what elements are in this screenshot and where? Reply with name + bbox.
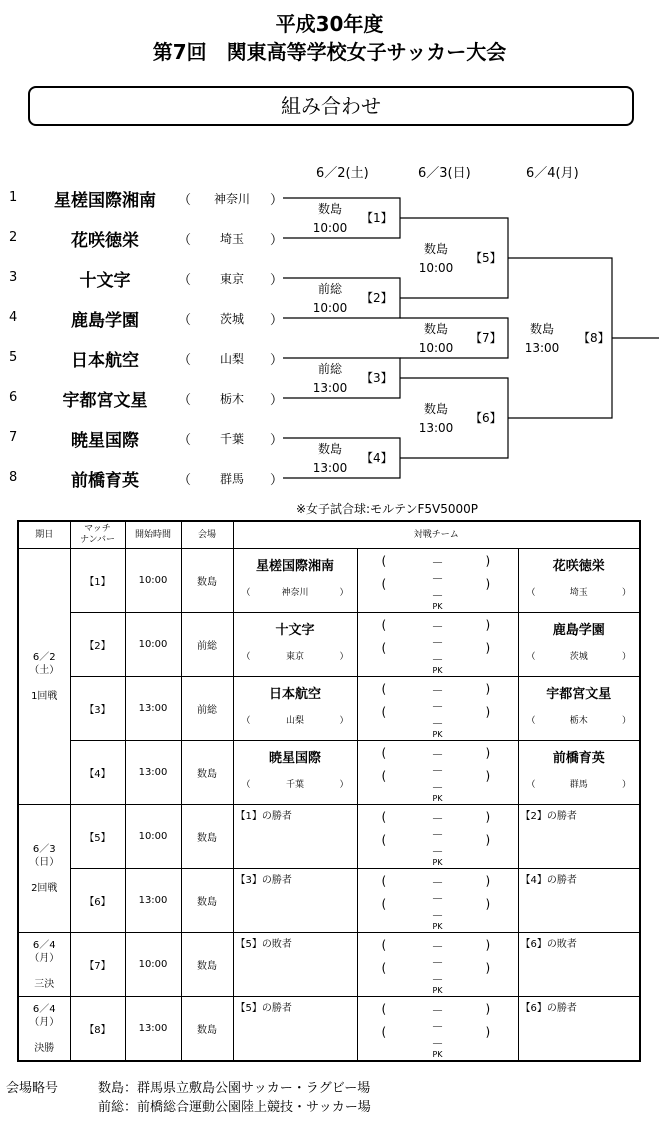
score-dash: － — [431, 620, 444, 634]
bracket-m5-time: 10:00 — [418, 261, 454, 275]
advancing-team-label: 【1】の勝者 — [235, 811, 292, 822]
venue-key-line: 数島：群馬県立敷島公園サッカー・ラグビー場 — [98, 1081, 371, 1096]
right-team-cell — [518, 869, 640, 933]
paren-open: （ — [178, 273, 192, 288]
score-dash: － — [431, 700, 444, 714]
day-group-cell: 6／4 （月） 決勝 — [18, 997, 70, 1062]
header-date: 期日 — [18, 521, 70, 549]
team-name: 花咲徳栄 — [552, 559, 605, 574]
team-name: 花咲徳栄 — [71, 231, 139, 251]
team-name: 暁星国際 — [268, 751, 321, 766]
table-row — [18, 677, 640, 741]
team-seed-number: 6 — [9, 390, 18, 405]
day-group-cell: 6／3 （日） 2回戦 — [18, 805, 70, 933]
team-name: 前橋育英 — [71, 471, 139, 491]
start-time-cell: 13:00 — [125, 869, 181, 933]
paren-close: ） — [270, 353, 284, 368]
paren-close: ） — [270, 233, 284, 248]
header-match: マッチ ナンバー — [70, 521, 125, 549]
paren-open: （ — [241, 780, 251, 790]
score-paren-open: ( — [381, 641, 387, 655]
paren-close: ） — [622, 588, 632, 598]
start-time-cell: 10:00 — [125, 613, 181, 677]
score-dash: － — [431, 589, 444, 603]
advancing-team-label: 【4】の勝者 — [520, 875, 577, 886]
paren-close: ） — [339, 780, 349, 790]
right-team-cell — [518, 933, 640, 997]
bracket-m4-time: 13:00 — [312, 461, 348, 475]
score-cell — [357, 677, 518, 741]
pk-label: PK — [432, 986, 443, 995]
start-time-cell: 13:00 — [125, 741, 181, 805]
bracket-m8-tag: 【8】 — [578, 331, 610, 345]
bracket-m4-venue: 数島 — [317, 442, 342, 456]
score-paren-close: ) — [485, 961, 491, 975]
day-group-cell: 6／4 （月） 三決 — [18, 933, 70, 997]
score-dash: － — [431, 1004, 444, 1018]
score-dash: － — [431, 956, 444, 970]
venue-cell: 数島 — [181, 805, 233, 869]
paren-open: （ — [178, 433, 192, 448]
right-team-cell — [518, 549, 640, 613]
paren-close: ） — [622, 652, 632, 662]
pk-label: PK — [432, 922, 443, 931]
score-cell — [357, 613, 518, 677]
score-paren-close: ) — [485, 1002, 491, 1016]
score-paren-open: ( — [381, 705, 387, 719]
score-paren-close: ) — [485, 641, 491, 655]
pk-label: PK — [432, 794, 443, 803]
venue-cell: 数島 — [181, 933, 233, 997]
match-ball-note: ※女子試合球:モルテンF5V5000P — [296, 502, 479, 516]
table-row — [18, 869, 640, 933]
score-dash: － — [431, 556, 444, 570]
score-paren-open: ( — [381, 618, 387, 632]
table-row — [18, 741, 640, 805]
header-teams: 対戦チーム — [233, 521, 640, 549]
score-paren-close: ) — [485, 897, 491, 911]
paren-open: （ — [178, 473, 192, 488]
advancing-team-label: 【3】の勝者 — [235, 875, 292, 886]
team-name: 星槎国際湘南 — [255, 559, 334, 574]
score-dash: － — [431, 892, 444, 906]
team-prefecture: 埼玉 — [219, 232, 244, 246]
team-prefecture: 東京 — [219, 272, 244, 286]
score-paren-open: ( — [381, 577, 387, 591]
bracket-m2-time: 10:00 — [312, 301, 348, 315]
left-team-cell — [233, 677, 357, 741]
venue-key-label: 会場略号 — [6, 1081, 59, 1096]
start-time-cell: 13:00 — [125, 997, 181, 1062]
bracket-m6-time: 13:00 — [418, 421, 454, 435]
header-time: 開始時間 — [125, 521, 181, 549]
bracket-m7-venue: 数島 — [423, 322, 448, 336]
team-prefecture: 栃木 — [569, 716, 588, 726]
start-time-cell: 10:00 — [125, 805, 181, 869]
venue-cell: 数島 — [181, 869, 233, 933]
advancing-team-label: 【6】の勝者 — [520, 1003, 577, 1014]
venue-key-line: 前総：前橋総合運動公園陸上競技・サッカー場 — [98, 1100, 371, 1115]
score-dash: － — [431, 717, 444, 731]
score-cell — [357, 997, 518, 1062]
score-dash: － — [431, 909, 444, 923]
team-prefecture: 山梨 — [219, 352, 244, 366]
score-dash: － — [431, 572, 444, 586]
team-seed-number: 1 — [9, 190, 18, 205]
bracket-m8-venue: 数島 — [529, 322, 554, 336]
schedule-table — [17, 520, 641, 1062]
paren-open: （ — [178, 393, 192, 408]
paren-close: ） — [622, 716, 632, 726]
team-seed-number: 8 — [9, 470, 18, 485]
team-prefecture: 神奈川 — [213, 192, 250, 206]
match-number-cell: 【8】 — [70, 997, 125, 1062]
paren-close: ） — [270, 313, 284, 328]
team-prefecture: 栃木 — [219, 392, 244, 406]
score-paren-open: ( — [381, 554, 387, 568]
score-dash: － — [431, 1037, 444, 1051]
table-header-row — [18, 521, 640, 549]
score-paren-open: ( — [381, 1025, 387, 1039]
team-seed-number: 7 — [9, 430, 18, 445]
score-dash: － — [431, 684, 444, 698]
team-name: 十文字 — [79, 271, 131, 291]
match-number-cell: 【3】 — [70, 677, 125, 741]
right-team-cell — [518, 805, 640, 869]
start-time-cell: 13:00 — [125, 677, 181, 741]
score-dash: － — [431, 876, 444, 890]
score-paren-close: ) — [485, 554, 491, 568]
team-prefecture: 群馬 — [569, 780, 588, 790]
bracket-m1-time: 10:00 — [312, 221, 348, 235]
score-paren-open: ( — [381, 874, 387, 888]
score-dash: － — [431, 748, 444, 762]
start-time-cell: 10:00 — [125, 933, 181, 997]
score-dash: － — [431, 764, 444, 778]
score-dash: － — [431, 828, 444, 842]
bracket-m8-time: 13:00 — [524, 341, 560, 355]
score-cell — [357, 805, 518, 869]
paren-open: （ — [241, 716, 251, 726]
score-paren-close: ) — [485, 577, 491, 591]
team-prefecture: 神奈川 — [281, 588, 309, 598]
bracket-m2-tag: 【2】 — [361, 291, 393, 305]
left-team-cell — [233, 805, 357, 869]
bracket-m1-venue: 数島 — [317, 202, 342, 216]
paren-open: （ — [178, 353, 192, 368]
table-row — [18, 933, 640, 997]
pk-label: PK — [432, 1050, 443, 1059]
paren-open: （ — [526, 652, 536, 662]
team-prefecture: 山梨 — [285, 716, 304, 726]
match-number-cell: 【1】 — [70, 549, 125, 613]
bracket-m4-tag: 【4】 — [361, 451, 393, 465]
team-name: 宇都宮文星 — [546, 687, 612, 702]
match-number-cell: 【2】 — [70, 613, 125, 677]
score-paren-open: ( — [381, 682, 387, 696]
score-dash: － — [431, 636, 444, 650]
date-day1: 6／2(土) — [316, 166, 369, 181]
score-paren-open: ( — [381, 938, 387, 952]
right-team-cell — [518, 741, 640, 805]
score-cell — [357, 869, 518, 933]
advancing-team-label: 【2】の勝者 — [520, 811, 577, 822]
left-team-cell — [233, 869, 357, 933]
team-prefecture: 東京 — [285, 652, 304, 662]
advancing-team-label: 【6】の敗者 — [520, 939, 577, 950]
paren-close: ） — [270, 273, 284, 288]
bracket-m1-tag: 【1】 — [361, 211, 393, 225]
pk-label: PK — [432, 858, 443, 867]
bracket-m6-venue: 数島 — [423, 402, 448, 416]
team-prefecture: 茨城 — [219, 312, 244, 326]
bracket-m6-tag: 【6】 — [470, 411, 502, 425]
score-paren-close: ) — [485, 810, 491, 824]
paren-open: （ — [241, 588, 251, 598]
team-prefecture: 埼玉 — [569, 588, 588, 598]
team-prefecture: 茨城 — [569, 652, 588, 662]
score-dash: － — [431, 1020, 444, 1034]
score-paren-open: ( — [381, 833, 387, 847]
bracket-m5-tag: 【5】 — [470, 251, 502, 265]
paren-close: ） — [339, 716, 349, 726]
score-paren-open: ( — [381, 769, 387, 783]
start-time-cell: 10:00 — [125, 549, 181, 613]
score-paren-close: ) — [485, 705, 491, 719]
paren-close: ） — [270, 193, 284, 208]
bracket-m3-time: 13:00 — [312, 381, 348, 395]
score-dash: － — [431, 781, 444, 795]
score-dash: － — [431, 845, 444, 859]
score-paren-open: ( — [381, 810, 387, 824]
paren-open: （ — [241, 652, 251, 662]
date-day3: 6／4(月) — [526, 166, 579, 181]
score-dash: － — [431, 940, 444, 954]
left-team-cell — [233, 549, 357, 613]
venue-cell: 数島 — [181, 997, 233, 1062]
match-number-cell: 【4】 — [70, 741, 125, 805]
score-paren-close: ) — [485, 682, 491, 696]
paren-close: ） — [270, 433, 284, 448]
score-cell — [357, 933, 518, 997]
bracket-lines — [0, 0, 659, 500]
match-number-cell: 【6】 — [70, 869, 125, 933]
score-paren-close: ) — [485, 833, 491, 847]
venue-cell: 前総 — [181, 677, 233, 741]
paren-close: ） — [270, 473, 284, 488]
team-seed-number: 4 — [9, 310, 18, 325]
team-name: 暁星国際 — [71, 431, 139, 451]
day-group-cell: 6／2 （土） 1回戦 — [18, 549, 70, 805]
bracket-m3-tag: 【3】 — [361, 371, 393, 385]
team-name: 十文字 — [275, 623, 315, 638]
bracket-m7-tag: 【7】 — [470, 331, 502, 345]
score-paren-close: ) — [485, 618, 491, 632]
bracket-m2-venue: 前総 — [317, 282, 342, 296]
team-name: 日本航空 — [268, 687, 321, 702]
team-name: 前橋育英 — [552, 751, 605, 766]
right-team-cell — [518, 677, 640, 741]
left-team-cell — [233, 741, 357, 805]
score-paren-close: ) — [485, 938, 491, 952]
score-dash: － — [431, 653, 444, 667]
team-seed-number: 3 — [9, 270, 18, 285]
bracket-m3-venue: 前総 — [317, 362, 342, 376]
paren-open: （ — [178, 193, 192, 208]
advancing-team-label: 【5】の勝者 — [235, 1003, 292, 1014]
team-prefecture: 群馬 — [219, 472, 244, 486]
team-prefecture: 千葉 — [285, 780, 304, 790]
score-paren-open: ( — [381, 746, 387, 760]
table-row — [18, 549, 640, 613]
advancing-team-label: 【5】の敗者 — [235, 939, 292, 950]
score-paren-close: ) — [485, 746, 491, 760]
paren-open: （ — [526, 716, 536, 726]
score-cell — [357, 549, 518, 613]
venue-cell: 前総 — [181, 613, 233, 677]
right-team-cell — [518, 613, 640, 677]
paren-open: （ — [526, 588, 536, 598]
date-day2: 6／3(日) — [418, 166, 471, 181]
team-name: 星槎国際湘南 — [54, 191, 156, 211]
pk-label: PK — [432, 666, 443, 675]
team-name: 鹿島学園 — [552, 623, 605, 638]
page-banner: 組み合わせ — [28, 86, 634, 126]
event-title: 第7回 関東高等学校女子サッカー大会 — [152, 40, 507, 64]
score-paren-close: ) — [485, 769, 491, 783]
match-number-cell: 【5】 — [70, 805, 125, 869]
team-seed-number: 2 — [9, 230, 18, 245]
table-row — [18, 613, 640, 677]
paren-open: （ — [526, 780, 536, 790]
score-paren-close: ) — [485, 874, 491, 888]
score-paren-open: ( — [381, 1002, 387, 1016]
table-row — [18, 805, 640, 869]
header-venue: 会場 — [181, 521, 233, 549]
paren-close: ） — [339, 588, 349, 598]
score-cell — [357, 741, 518, 805]
bracket-m5-venue: 数島 — [423, 242, 448, 256]
paren-close: ） — [270, 393, 284, 408]
score-paren-open: ( — [381, 961, 387, 975]
table-row — [18, 997, 640, 1062]
team-seed-number: 5 — [9, 350, 18, 365]
pk-label: PK — [432, 602, 443, 611]
paren-close: ） — [622, 780, 632, 790]
left-team-cell — [233, 613, 357, 677]
team-prefecture: 千葉 — [219, 432, 244, 446]
team-name: 鹿島学園 — [71, 311, 139, 331]
bracket-m7-time: 10:00 — [418, 341, 454, 355]
event-year: 平成30年度 — [275, 12, 384, 36]
score-dash: － — [431, 973, 444, 987]
match-number-cell: 【7】 — [70, 933, 125, 997]
team-name: 日本航空 — [71, 351, 139, 371]
score-dash: － — [431, 812, 444, 826]
left-team-cell — [233, 933, 357, 997]
venue-cell: 数島 — [181, 549, 233, 613]
score-paren-close: ) — [485, 1025, 491, 1039]
paren-open: （ — [178, 233, 192, 248]
paren-open: （ — [178, 313, 192, 328]
right-team-cell — [518, 997, 640, 1062]
score-paren-open: ( — [381, 897, 387, 911]
paren-close: ） — [339, 652, 349, 662]
team-name: 宇都宮文星 — [62, 391, 148, 411]
pk-label: PK — [432, 730, 443, 739]
venue-cell: 数島 — [181, 741, 233, 805]
left-team-cell — [233, 997, 357, 1062]
